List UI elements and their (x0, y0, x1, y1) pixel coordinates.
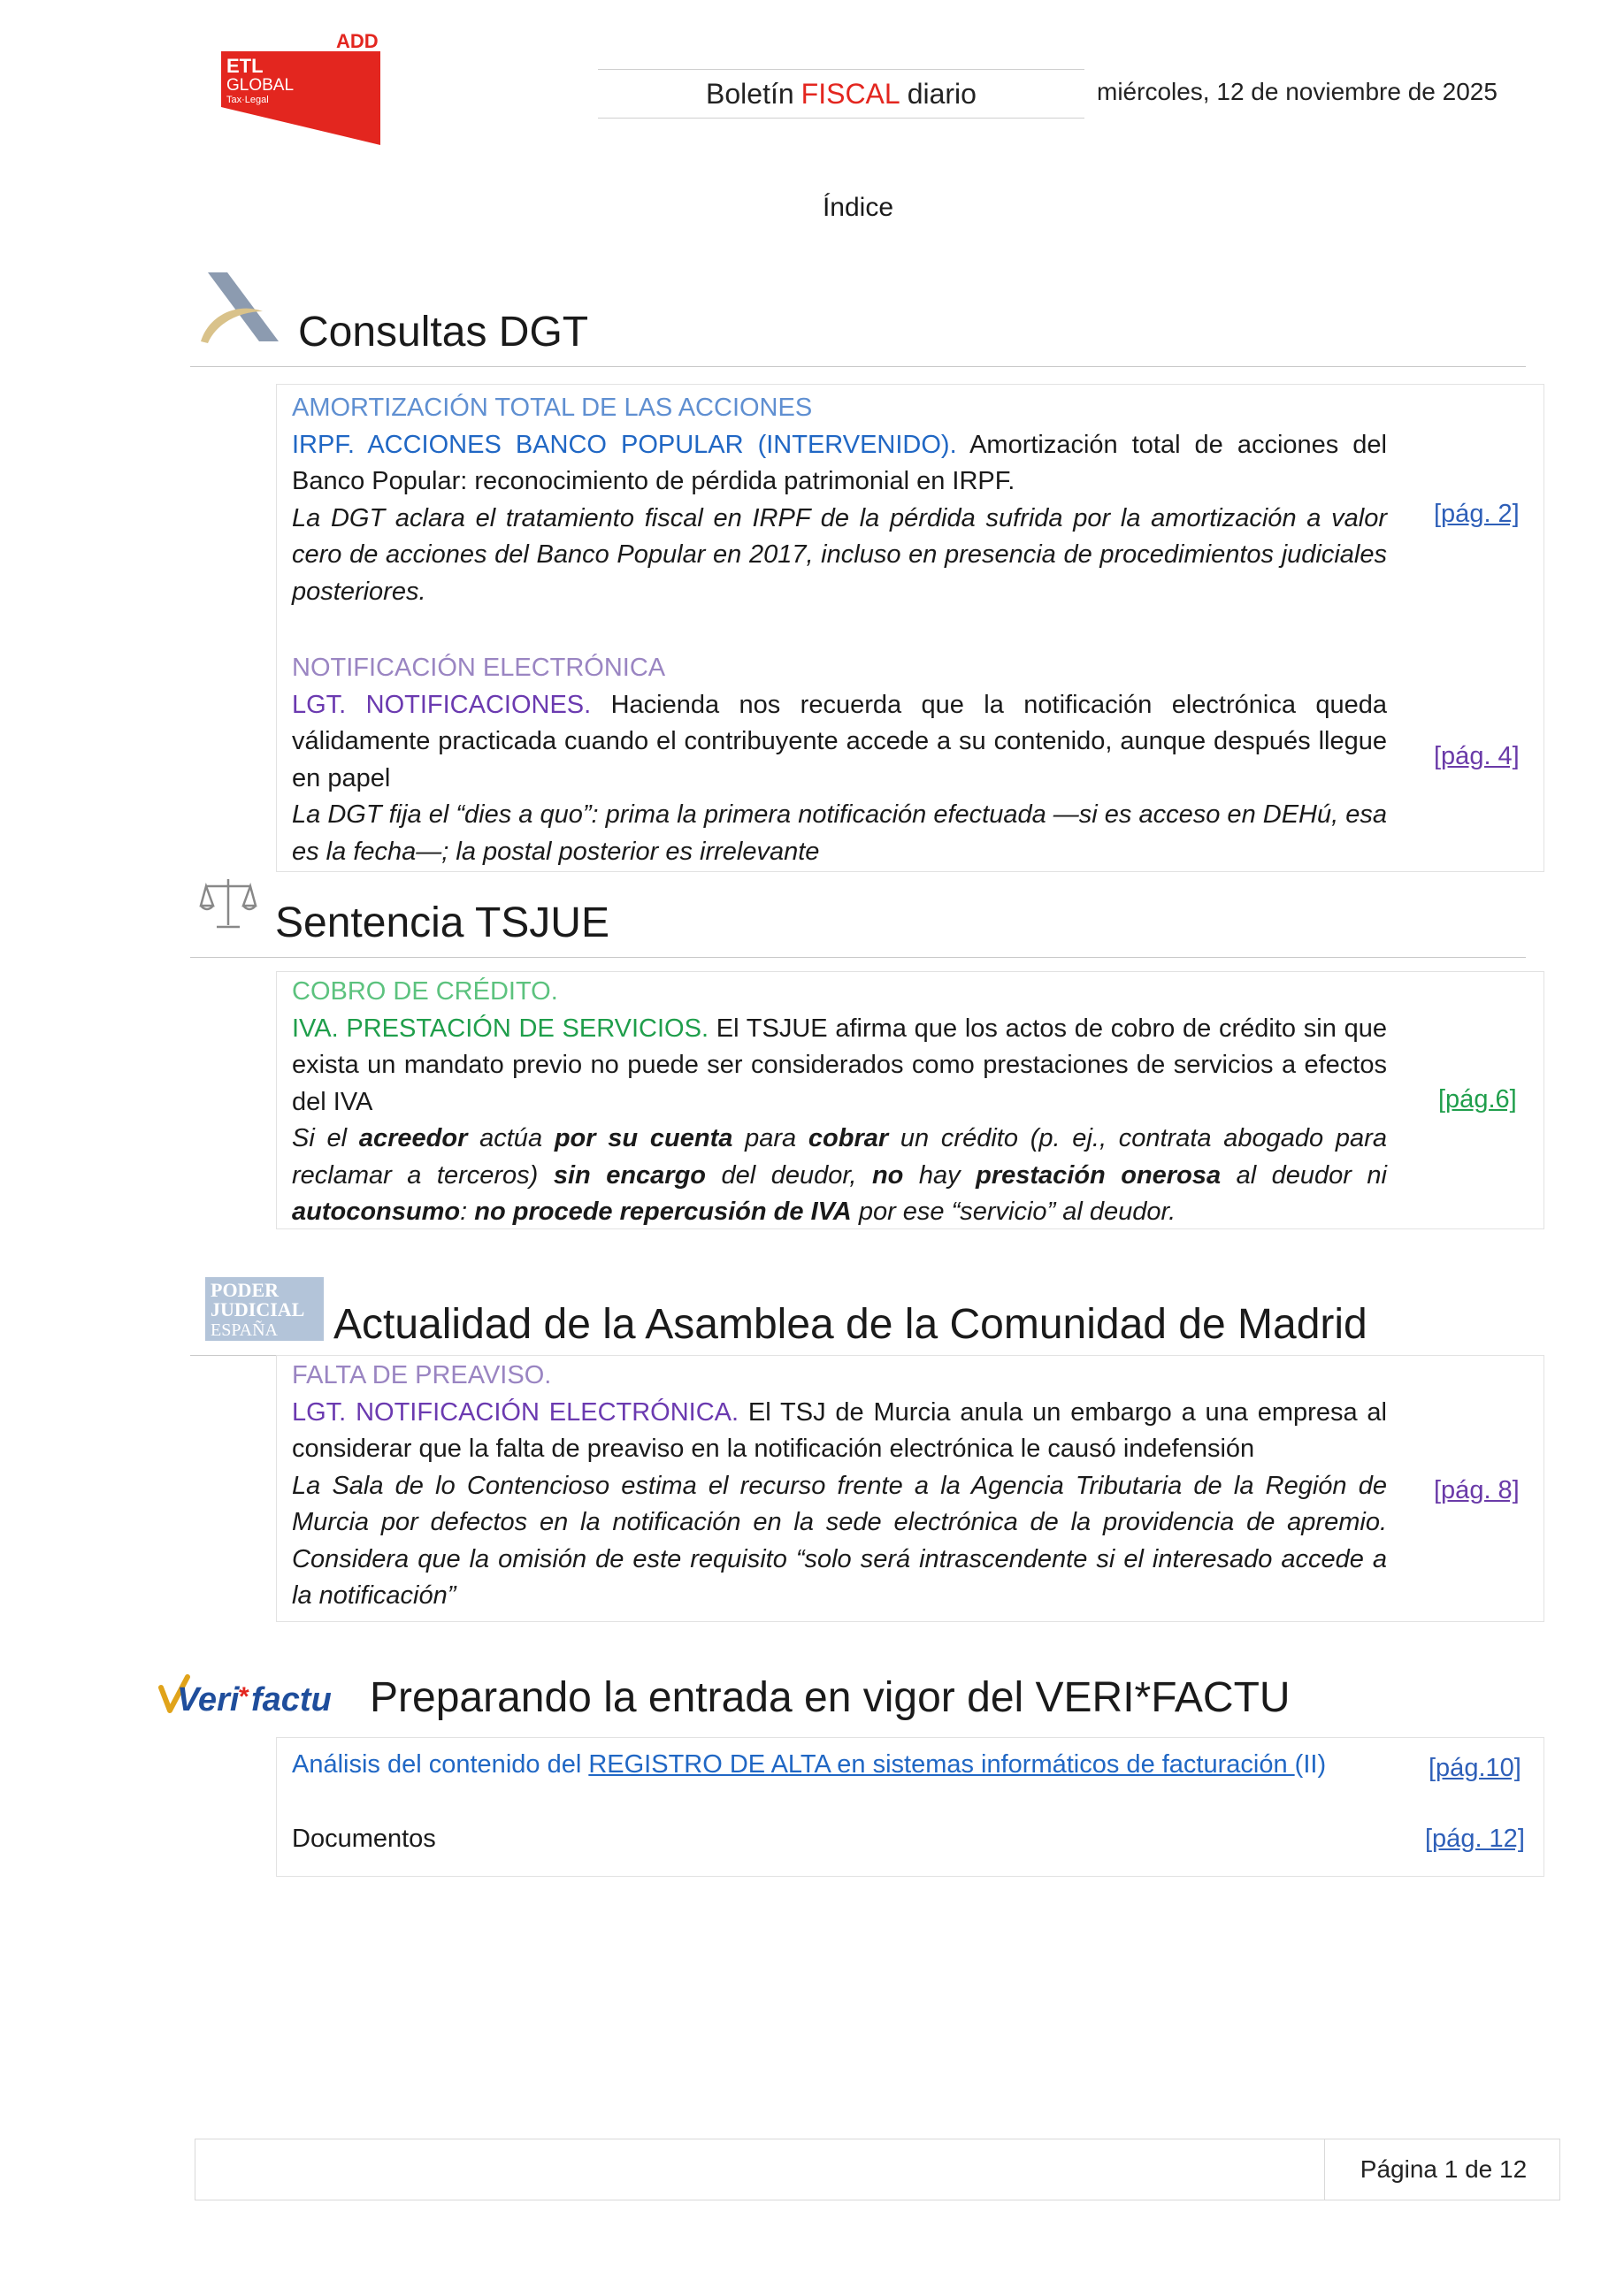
page-link-4[interactable]: [pág. 4] (1434, 742, 1520, 770)
page-link-6[interactable]: [pág.6] (1438, 1085, 1517, 1114)
verifactu-item1-suffix: (II) (1294, 1750, 1327, 1779)
entry-category: COBRO DE CRÉDITO. (292, 977, 558, 1006)
verifactu-item1-prefix: Análisis del contenido del (292, 1750, 589, 1779)
section-title-asamblea: Actualidad de la Asamblea de la Comunidad de Madrid (333, 1301, 1367, 1348)
section-title-tsjue: Sentencia TSJUE (275, 899, 609, 946)
entry-box-tsjue (276, 971, 1544, 1229)
index-title: Índice (822, 193, 894, 222)
logo-global-text: GLOBAL (226, 76, 295, 95)
entry-notificacion (292, 650, 1387, 870)
poder-judicial-logo-icon (205, 1277, 324, 1341)
page-link-12[interactable]: [pág. 12] (1425, 1825, 1525, 1853)
entry-summary: La DGT aclara el tratamiento fiscal en IRPF de la pérdida sufrida por la amortización a valor cero de acciones del Banco Popular en 2017, incluso en presencia de procedimientos judiciales posteriores. (292, 503, 1387, 606)
verifactu-item-documentos: Documentos (292, 1825, 436, 1853)
entry-topic: IRPF. ACCIONES BANCO POPULAR (INTERVENIDO). (292, 430, 957, 459)
verifactu-logo-part1: Veri (177, 1681, 240, 1718)
verifactu-item-analisis (292, 1750, 1326, 1779)
entry-category: FALTA DE PREAVISO. (292, 1361, 552, 1389)
bulletin-prefix: Boletín (706, 77, 794, 110)
page-link-2[interactable]: [pág. 2] (1434, 500, 1520, 528)
logo-add-text: ADD (336, 32, 379, 52)
entry-falta-preaviso (292, 1358, 1387, 1615)
etl-global-logo (203, 32, 385, 145)
entry-topic: IVA. PRESTACIÓN DE SERVICIOS. (292, 1014, 709, 1043)
section-title-dgt: Consultas DGT (298, 309, 589, 356)
entry-box-asamblea (276, 1355, 1544, 1622)
page-link-10[interactable]: [pág.10] (1429, 1754, 1521, 1782)
header-date: miércoles, 12 de noviembre de 2025 (1097, 78, 1498, 105)
section-header-asamblea (190, 1274, 1526, 1356)
logo-sub-text: Tax·Legal (226, 95, 269, 105)
section-header-tsjue (190, 872, 1526, 958)
verifactu-logo-star: * (239, 1682, 249, 1711)
footer-page-number: Página 1 de 12 (1360, 2155, 1528, 2183)
entry-box-verifactu (276, 1737, 1544, 1877)
entry-summary: Si el acreedor actúa por su cuenta para cobrar un crédito (p. ej., contrata abogado para reclamar a terceros) sin encargo del deudor, no hay prestación onerosa al deudor ni autoconsumo: no procede repercusión de IVA por ese “servicio” al deudor. (292, 1124, 1387, 1226)
bulletin-title (598, 69, 1084, 119)
page-link-8[interactable]: [pág. 8] (1434, 1476, 1520, 1504)
entry-topic: LGT. NOTIFICACIÓN ELECTRÓNICA. (292, 1397, 739, 1427)
etl-logo-shape (203, 32, 385, 145)
verifactu-logo-part2: factu (251, 1681, 332, 1718)
entry-category: AMORTIZACIÓN TOTAL DE LAS ACCIONES (292, 394, 813, 422)
aeat-logo-icon (197, 267, 286, 348)
registro-alta-link[interactable]: REGISTRO DE ALTA en sistemas informáticos de facturación (588, 1750, 1295, 1779)
entry-box-dgt (276, 384, 1544, 872)
entry-cobro-credito (292, 974, 1387, 1231)
logo-line3: ESPAÑA (211, 1320, 278, 1340)
bulletin-suffix: diario (907, 77, 977, 110)
entry-text: Amortización total de acciones del Banco Popular: reconocimiento de pérdida patrimonial en IRPF. (292, 430, 1388, 495)
entry-text: Hacienda nos recuerda que la notificación electrónica queda válidamente practicada cuando el contribuyente accede a su contenido, aunque después llegue en papel (292, 690, 1388, 792)
entry-text: El TSJUE afirma que los actos de cobro de crédito sin que exista un mandato previo no puede ser considerados como prestaciones de servicios a efectos del IVA (292, 1014, 1387, 1116)
footer-divider (1324, 2139, 1325, 2200)
logo-line2: JUDICIAL (211, 1298, 305, 1320)
entry-topic: LGT. NOTIFICACIONES. (292, 690, 592, 719)
scales-icon (199, 876, 257, 932)
verifactu-logo-icon (157, 1670, 334, 1723)
section-title-verifactu: Preparando la entrada en vigor del VERI*FACTU (370, 1674, 1291, 1721)
bulletin-accent: FISCAL (801, 77, 900, 110)
entry-summary: La DGT fija el “dies a quo”: prima la primera notificación efectuada —si es acceso en DEHú, esa es la fecha—; la postal posterior es irrelevante (292, 800, 1387, 866)
entry-text: El TSJ de Murcia anula un embargo a una empresa al considerar que la falta de preaviso en la notificación electrónica le causó indefensión (292, 1397, 1387, 1463)
section-header-dgt (190, 262, 1526, 367)
logo-line1: PODER (211, 1279, 279, 1301)
entry-summary: La Sala de lo Contencioso estima el recurso frente a la Agencia Tributaria de la Región de Murcia por defectos en la notificación en la sede electrónica de la providencia de apremio. Considera que la omisión de este requisito “solo será intrascendente si el interesado accede a la notificación” (292, 1471, 1387, 1610)
entry-category: NOTIFICACIÓN ELECTRÓNICA (292, 654, 666, 682)
section-header-verifactu (157, 1663, 1537, 1737)
logo-etl-text: ETL (226, 55, 264, 77)
entry-amortizacion (292, 390, 1387, 610)
